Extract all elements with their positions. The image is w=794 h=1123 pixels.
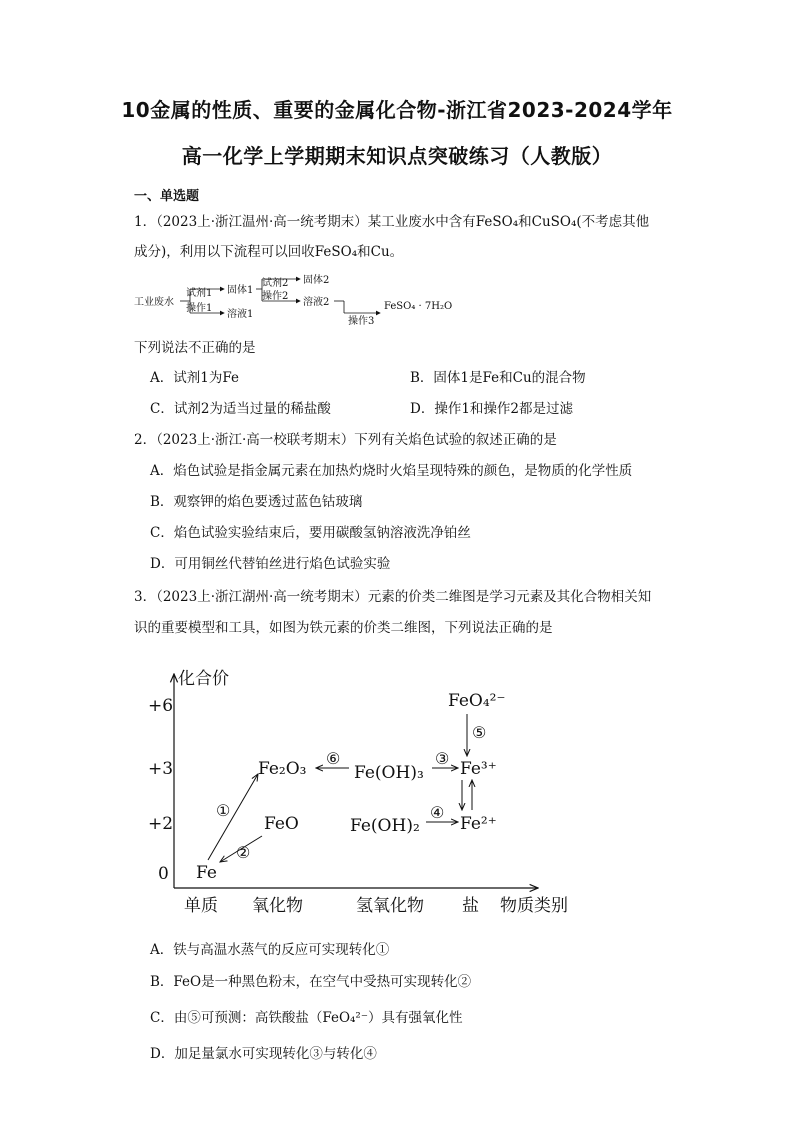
q3-stem-line2: 识的重要模型和工具，如图为铁元素的价类二维图，下列说法正确的是: [134, 620, 553, 636]
q3-option-d: D．加足量氯水可实现转化③与转化④: [150, 1046, 377, 1062]
ytick-plus3: +3: [148, 759, 174, 779]
species-fe2: Fe²⁺: [460, 814, 497, 834]
q2-option-a: A．焰色试验是指金属元素在加热灼烧时火焰呈现特殊的颜色，是物质的化学性质: [150, 463, 633, 479]
q1-option-c: C．试剂2为适当过量的稀盐酸: [150, 401, 331, 417]
ytick-zero: 0: [158, 864, 169, 884]
flow-reagent1: 试剂1: [186, 288, 213, 299]
label-circle-2: ②: [236, 843, 251, 862]
doc-title-line1: 10金属的性质、重要的金属化合物-浙江省2023-2024学年: [121, 98, 673, 122]
q1-option-d: D．操作1和操作2都是过滤: [410, 401, 574, 417]
q2-option-d: D．可用铜丝代替铂丝进行焰色试验实验: [150, 556, 391, 572]
ytick-plus6: +6: [148, 696, 174, 716]
flow-solid2: 固体2: [303, 275, 330, 286]
q3-option-c: C．由⑤可预测：高铁酸盐（FeO₄²⁻）具有强氧化性: [150, 1010, 463, 1026]
q1-option-a: A．试剂1为Fe: [150, 370, 239, 386]
q3-option-b: B．FeO是一种黑色粉末，在空气中受热可实现转化②: [150, 974, 472, 990]
flow-product: FeSO₄ · 7H₂O: [384, 301, 453, 312]
xcat-hydroxide: 氢氧化物: [356, 896, 424, 916]
q1-stem-line1: 1．（2023上·浙江温州·高一统考期末）某工业废水中含有FeSO₄和CuSO₄(不考虑其他: [134, 214, 650, 230]
flow-reagent2: 试剂2: [262, 278, 289, 289]
label-circle-3: ③: [435, 749, 450, 768]
flow-solution2: 溶液2: [303, 297, 330, 308]
species-fe2o3: Fe₂O₃: [258, 759, 307, 779]
species-feoh3: Fe(OH)₃: [354, 763, 424, 783]
species-feoh2: Fe(OH)₂: [350, 816, 420, 836]
flow-op3: 操作3: [348, 316, 375, 326]
xcat-element: 单质: [184, 896, 218, 916]
section-heading: 一、单选题: [134, 189, 200, 204]
flow-op1: 操作1: [186, 303, 213, 314]
species-feo4: FeO₄²⁻: [448, 691, 506, 711]
x-axis-label: 物质类别: [500, 896, 568, 916]
xcat-oxide: 氧化物: [252, 896, 303, 916]
species-feo: FeO: [264, 814, 299, 834]
q3-option-a: A．铁与高温水蒸气的反应可实现转化①: [150, 942, 390, 958]
flow-solid1: 固体1: [227, 285, 254, 296]
q1-flow-diagram: [134, 270, 474, 326]
q1-option-b: B．固体1是Fe和Cu的混合物: [410, 370, 586, 386]
q2-stem: 2．（2023上·浙江·高一校联考期末）下列有关焰色试验的叙述正确的是: [134, 432, 557, 448]
label-circle-1: ①: [216, 801, 231, 820]
ytick-plus2: +2: [148, 814, 174, 834]
flow-start: 工业废水: [134, 297, 174, 308]
species-fe3: Fe³⁺: [460, 759, 497, 779]
flow-solution1: 溶液1: [227, 309, 254, 320]
doc-title-line2: 高一化学上学期期末知识点突破练习（人教版）: [181, 144, 613, 168]
label-circle-5: ⑤: [472, 723, 487, 742]
q3-stem-line1: 3．（2023上·浙江湖州·高一统考期末）元素的价类二维图是学习元素及其化合物相关知: [134, 589, 652, 605]
q2-option-c: C．焰色试验实验结束后，要用碳酸氢钠溶液洗净铂丝: [150, 525, 471, 541]
y-axis-label: 化合价: [178, 669, 229, 689]
label-circle-6: ⑥: [326, 749, 341, 768]
q1-question: 下列说法不正确的是: [134, 340, 256, 356]
xcat-salt: 盐: [462, 896, 479, 916]
flow-op2: 操作2: [262, 291, 289, 302]
species-fe: Fe: [196, 863, 217, 883]
q2-option-b: B．观察钾的焰色要透过蓝色钴玻璃: [150, 494, 363, 510]
label-circle-4: ④: [430, 803, 445, 822]
q3-valence-class-diagram: [140, 656, 580, 918]
q1-stem-line2: 成分)，利用以下流程可以回收FeSO₄和Cu。: [134, 244, 404, 260]
